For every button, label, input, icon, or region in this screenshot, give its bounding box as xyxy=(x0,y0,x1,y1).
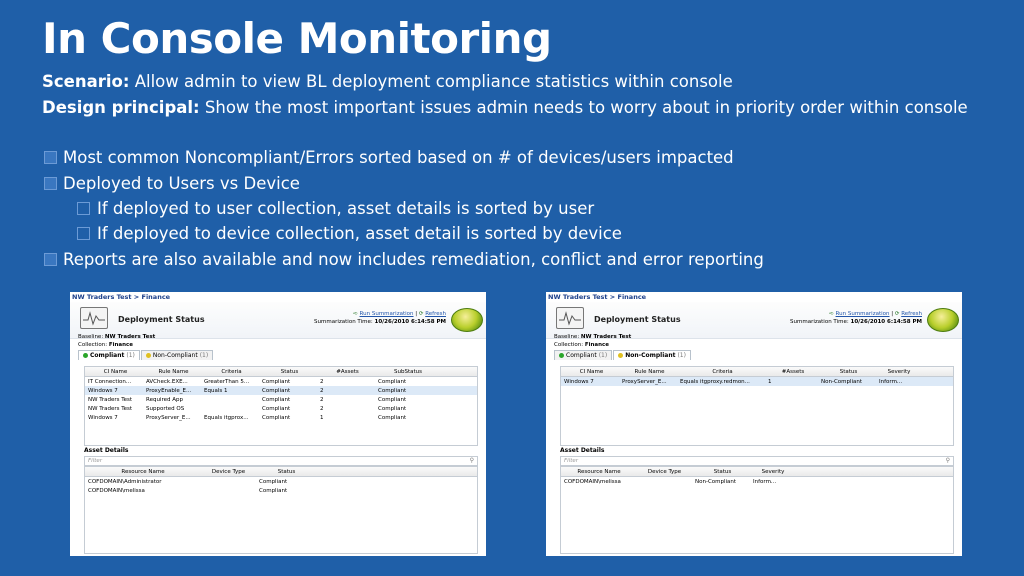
summarization-links: ➪ Run Summarization | ⟳ Refresh Summarization Time: 10/26/2010 6:14:58 PM xyxy=(314,311,446,325)
bullet-text: Deployed to Users vs Device xyxy=(63,174,300,193)
cell: ProxyServer_E... xyxy=(622,378,667,385)
cell: NW Traders Test xyxy=(88,405,133,412)
bullet-text: If deployed to device collection, asset detail is sorted by device xyxy=(97,224,622,243)
filter-input[interactable] xyxy=(560,456,954,466)
ci-grid-header xyxy=(85,367,477,377)
cell: Inform... xyxy=(879,378,903,385)
sub-bullet-1 xyxy=(77,199,594,218)
cell: Equals 1 xyxy=(204,387,228,394)
breadcrumb: NW Traders Test > Finance xyxy=(72,293,171,301)
column-header[interactable]: Status xyxy=(277,468,296,475)
summarization-time: 10/26/2010 6:14:58 PM xyxy=(850,319,922,325)
search-icon[interactable]: ⚲ xyxy=(469,457,474,464)
column-header[interactable]: Rule Name xyxy=(634,368,665,375)
tab-label: Non-Compliant xyxy=(152,352,198,359)
yellow-status-icon xyxy=(146,353,151,358)
baseline-info xyxy=(78,333,155,349)
cell: Compliant xyxy=(378,396,407,403)
cell: Compliant xyxy=(262,405,291,412)
table-row[interactable] xyxy=(85,395,477,404)
cell: COFDOMAIN\Administrator xyxy=(88,478,162,485)
green-status-icon xyxy=(83,353,88,358)
column-header[interactable]: Resource Name xyxy=(121,468,165,475)
tab-label: Compliant xyxy=(566,352,597,359)
cell: Windows 7 xyxy=(88,387,118,394)
asset-grid xyxy=(560,466,954,554)
bullet-text: If deployed to user collection, asset details is sorted by user xyxy=(97,199,595,218)
baseline-value: NW Traders Test xyxy=(104,334,156,340)
bullet-3 xyxy=(44,250,764,269)
column-header[interactable]: Device Type xyxy=(211,468,246,475)
collection-value: Finance xyxy=(584,342,609,348)
ci-grid-header xyxy=(561,367,953,377)
summarization-links: ➪ Run Summarization | ⟳ Refresh Summarization Time: 10/26/2010 6:14:58 PM xyxy=(790,311,922,325)
column-header[interactable]: SubStatus xyxy=(394,368,422,375)
tab-count: (1) xyxy=(199,352,209,359)
design-label: Design principal: xyxy=(42,98,200,117)
cell: Inform... xyxy=(753,478,777,485)
asset-details-label: Asset Details xyxy=(560,447,605,454)
cell: 1 xyxy=(768,378,772,385)
column-header[interactable]: #Assets xyxy=(336,368,359,375)
monitor-chart-icon xyxy=(80,307,108,329)
scenario-line xyxy=(42,72,733,91)
tab-non-compliant[interactable] xyxy=(613,350,691,360)
column-header[interactable]: Severity xyxy=(887,368,911,375)
column-header[interactable]: Status xyxy=(280,368,299,375)
table-row[interactable] xyxy=(85,413,477,422)
collection-label: Collection: xyxy=(554,342,584,348)
tab-compliant[interactable] xyxy=(554,350,612,360)
filter-placeholder: Filter xyxy=(564,458,579,464)
deployment-status-panel-compliant xyxy=(70,292,486,556)
asset-grid-header xyxy=(85,467,477,477)
cell: Compliant xyxy=(259,478,288,485)
design-line xyxy=(42,98,968,117)
column-header[interactable]: CI Name xyxy=(579,368,604,375)
bullet-square-icon xyxy=(44,151,57,164)
cell: IT Connection... xyxy=(88,378,132,385)
cell: Compliant xyxy=(259,487,288,494)
table-row[interactable] xyxy=(85,377,477,386)
column-header[interactable]: Status xyxy=(713,468,732,475)
cell: Compliant xyxy=(262,414,291,421)
bullet-square-icon xyxy=(44,253,57,266)
deployment-status-panel-non-compliant xyxy=(546,292,962,556)
cell: Compliant xyxy=(378,378,407,385)
green-status-icon xyxy=(559,353,564,358)
cell: Windows 7 xyxy=(564,378,594,385)
search-icon[interactable]: ⚲ xyxy=(945,457,950,464)
run-summarization-link[interactable]: Run Summarization xyxy=(359,311,414,317)
cell: Compliant xyxy=(262,378,291,385)
breadcrumb: NW Traders Test > Finance xyxy=(548,293,647,301)
scenario-label: Scenario: xyxy=(42,72,130,91)
cell: ProxyEnable_E... xyxy=(146,387,192,394)
tab-label: Compliant xyxy=(90,352,125,359)
cell: 2 xyxy=(320,396,324,403)
column-header[interactable]: Severity xyxy=(761,468,785,475)
tab-non-compliant[interactable] xyxy=(141,350,213,360)
cell: Required App xyxy=(146,396,183,403)
table-row[interactable] xyxy=(85,386,477,395)
column-header[interactable]: Rule Name xyxy=(158,368,189,375)
cell: Compliant xyxy=(262,387,291,394)
column-header[interactable]: Criteria xyxy=(712,368,733,375)
asset-grid xyxy=(84,466,478,554)
sub-bullet-square-icon xyxy=(77,227,90,240)
cell: Windows 7 xyxy=(88,414,118,421)
scenario-text: Allow admin to view BL deployment compliance statistics within console xyxy=(134,72,733,91)
deployment-status-heading: Deployment Status xyxy=(594,315,681,324)
cell: Compliant xyxy=(378,414,407,421)
bullet-text: Reports are also available and now includes remediation, conflict and error reporting xyxy=(63,250,764,269)
cell: Non-Compliant xyxy=(695,478,737,485)
table-row[interactable] xyxy=(561,377,953,386)
asset-details-label: Asset Details xyxy=(84,447,129,454)
table-row[interactable] xyxy=(561,477,953,486)
column-header[interactable]: Device Type xyxy=(647,468,682,475)
refresh-link[interactable]: Refresh xyxy=(425,311,446,317)
cell: Compliant xyxy=(378,405,407,412)
baseline-value: NW Traders Test xyxy=(580,334,632,340)
filter-placeholder: Filter xyxy=(88,458,103,464)
tab-count: (1) xyxy=(126,352,135,359)
column-header[interactable]: #Assets xyxy=(781,368,805,375)
column-header[interactable]: CI Name xyxy=(103,368,128,375)
deployment-status-heading: Deployment Status xyxy=(118,315,205,324)
tab-compliant[interactable] xyxy=(78,350,140,360)
cell: Compliant xyxy=(262,396,291,403)
sub-bullet-square-icon xyxy=(77,202,90,215)
summarization-time-label: Summarization Time: xyxy=(314,319,373,325)
column-header[interactable]: Resource Name xyxy=(577,468,621,475)
bullet-1 xyxy=(44,148,734,167)
sub-bullet-2 xyxy=(77,224,622,243)
status-globe-icon xyxy=(927,308,959,332)
collection-value: Finance xyxy=(108,342,133,348)
bullet-text: Most common Noncompliant/Errors sorted based on # of devices/users impacted xyxy=(63,148,734,167)
table-row[interactable] xyxy=(85,486,477,495)
monitor-chart-icon xyxy=(556,307,584,329)
column-header[interactable]: Criteria xyxy=(221,368,242,375)
cell: 2 xyxy=(320,387,324,394)
column-header[interactable]: Status xyxy=(839,368,858,375)
ci-grid xyxy=(84,366,478,446)
tab-label: Non-Compliant xyxy=(625,352,676,359)
cell: 1 xyxy=(320,414,324,421)
cell: Equals itgprox... xyxy=(204,414,249,421)
status-tabs xyxy=(78,350,214,360)
table-row[interactable] xyxy=(85,477,477,486)
ci-grid xyxy=(560,366,954,446)
cell: Compliant xyxy=(378,387,407,394)
cell: AVCheck.EXE... xyxy=(146,378,188,385)
summarization-time: 10/26/2010 6:14:58 PM xyxy=(374,319,446,325)
cell: COFDOMAIN\melissa xyxy=(88,487,145,494)
cell: NW Traders Test xyxy=(88,396,133,403)
collection-label: Collection: xyxy=(78,342,108,348)
cell: GreaterThan 5... xyxy=(204,378,250,385)
slide-title: In Console Monitoring xyxy=(42,14,552,63)
status-tabs xyxy=(554,350,692,360)
table-row[interactable] xyxy=(85,404,477,413)
cell: ProxyServer_E... xyxy=(146,414,191,421)
baseline-info xyxy=(554,333,631,349)
tab-count: (1) xyxy=(677,352,686,359)
yellow-status-icon xyxy=(618,353,623,358)
filter-input[interactable] xyxy=(84,456,478,466)
tab-count: (1) xyxy=(598,352,608,359)
baseline-label: Baseline: xyxy=(78,334,104,340)
cell: Non-Compliant xyxy=(821,378,863,385)
baseline-label: Baseline: xyxy=(554,334,580,340)
run-summarization-link[interactable]: Run Summarization xyxy=(835,311,890,317)
summarization-time-label: Summarization Time: xyxy=(790,319,849,325)
cell: 2 xyxy=(320,378,324,385)
bullet-square-icon xyxy=(44,177,57,190)
cell: COFDOMAIN\melissa xyxy=(564,478,621,485)
cell: Equals itgproxy.redmon... xyxy=(680,378,750,385)
cell: 2 xyxy=(320,405,324,412)
bullet-2 xyxy=(44,174,300,193)
status-globe-icon xyxy=(451,308,483,332)
design-text: Show the most important issues admin needs to worry about in priority order within console xyxy=(204,98,968,117)
asset-grid-header xyxy=(561,467,953,477)
refresh-link[interactable]: Refresh xyxy=(901,311,922,317)
cell: Supported OS xyxy=(146,405,185,412)
